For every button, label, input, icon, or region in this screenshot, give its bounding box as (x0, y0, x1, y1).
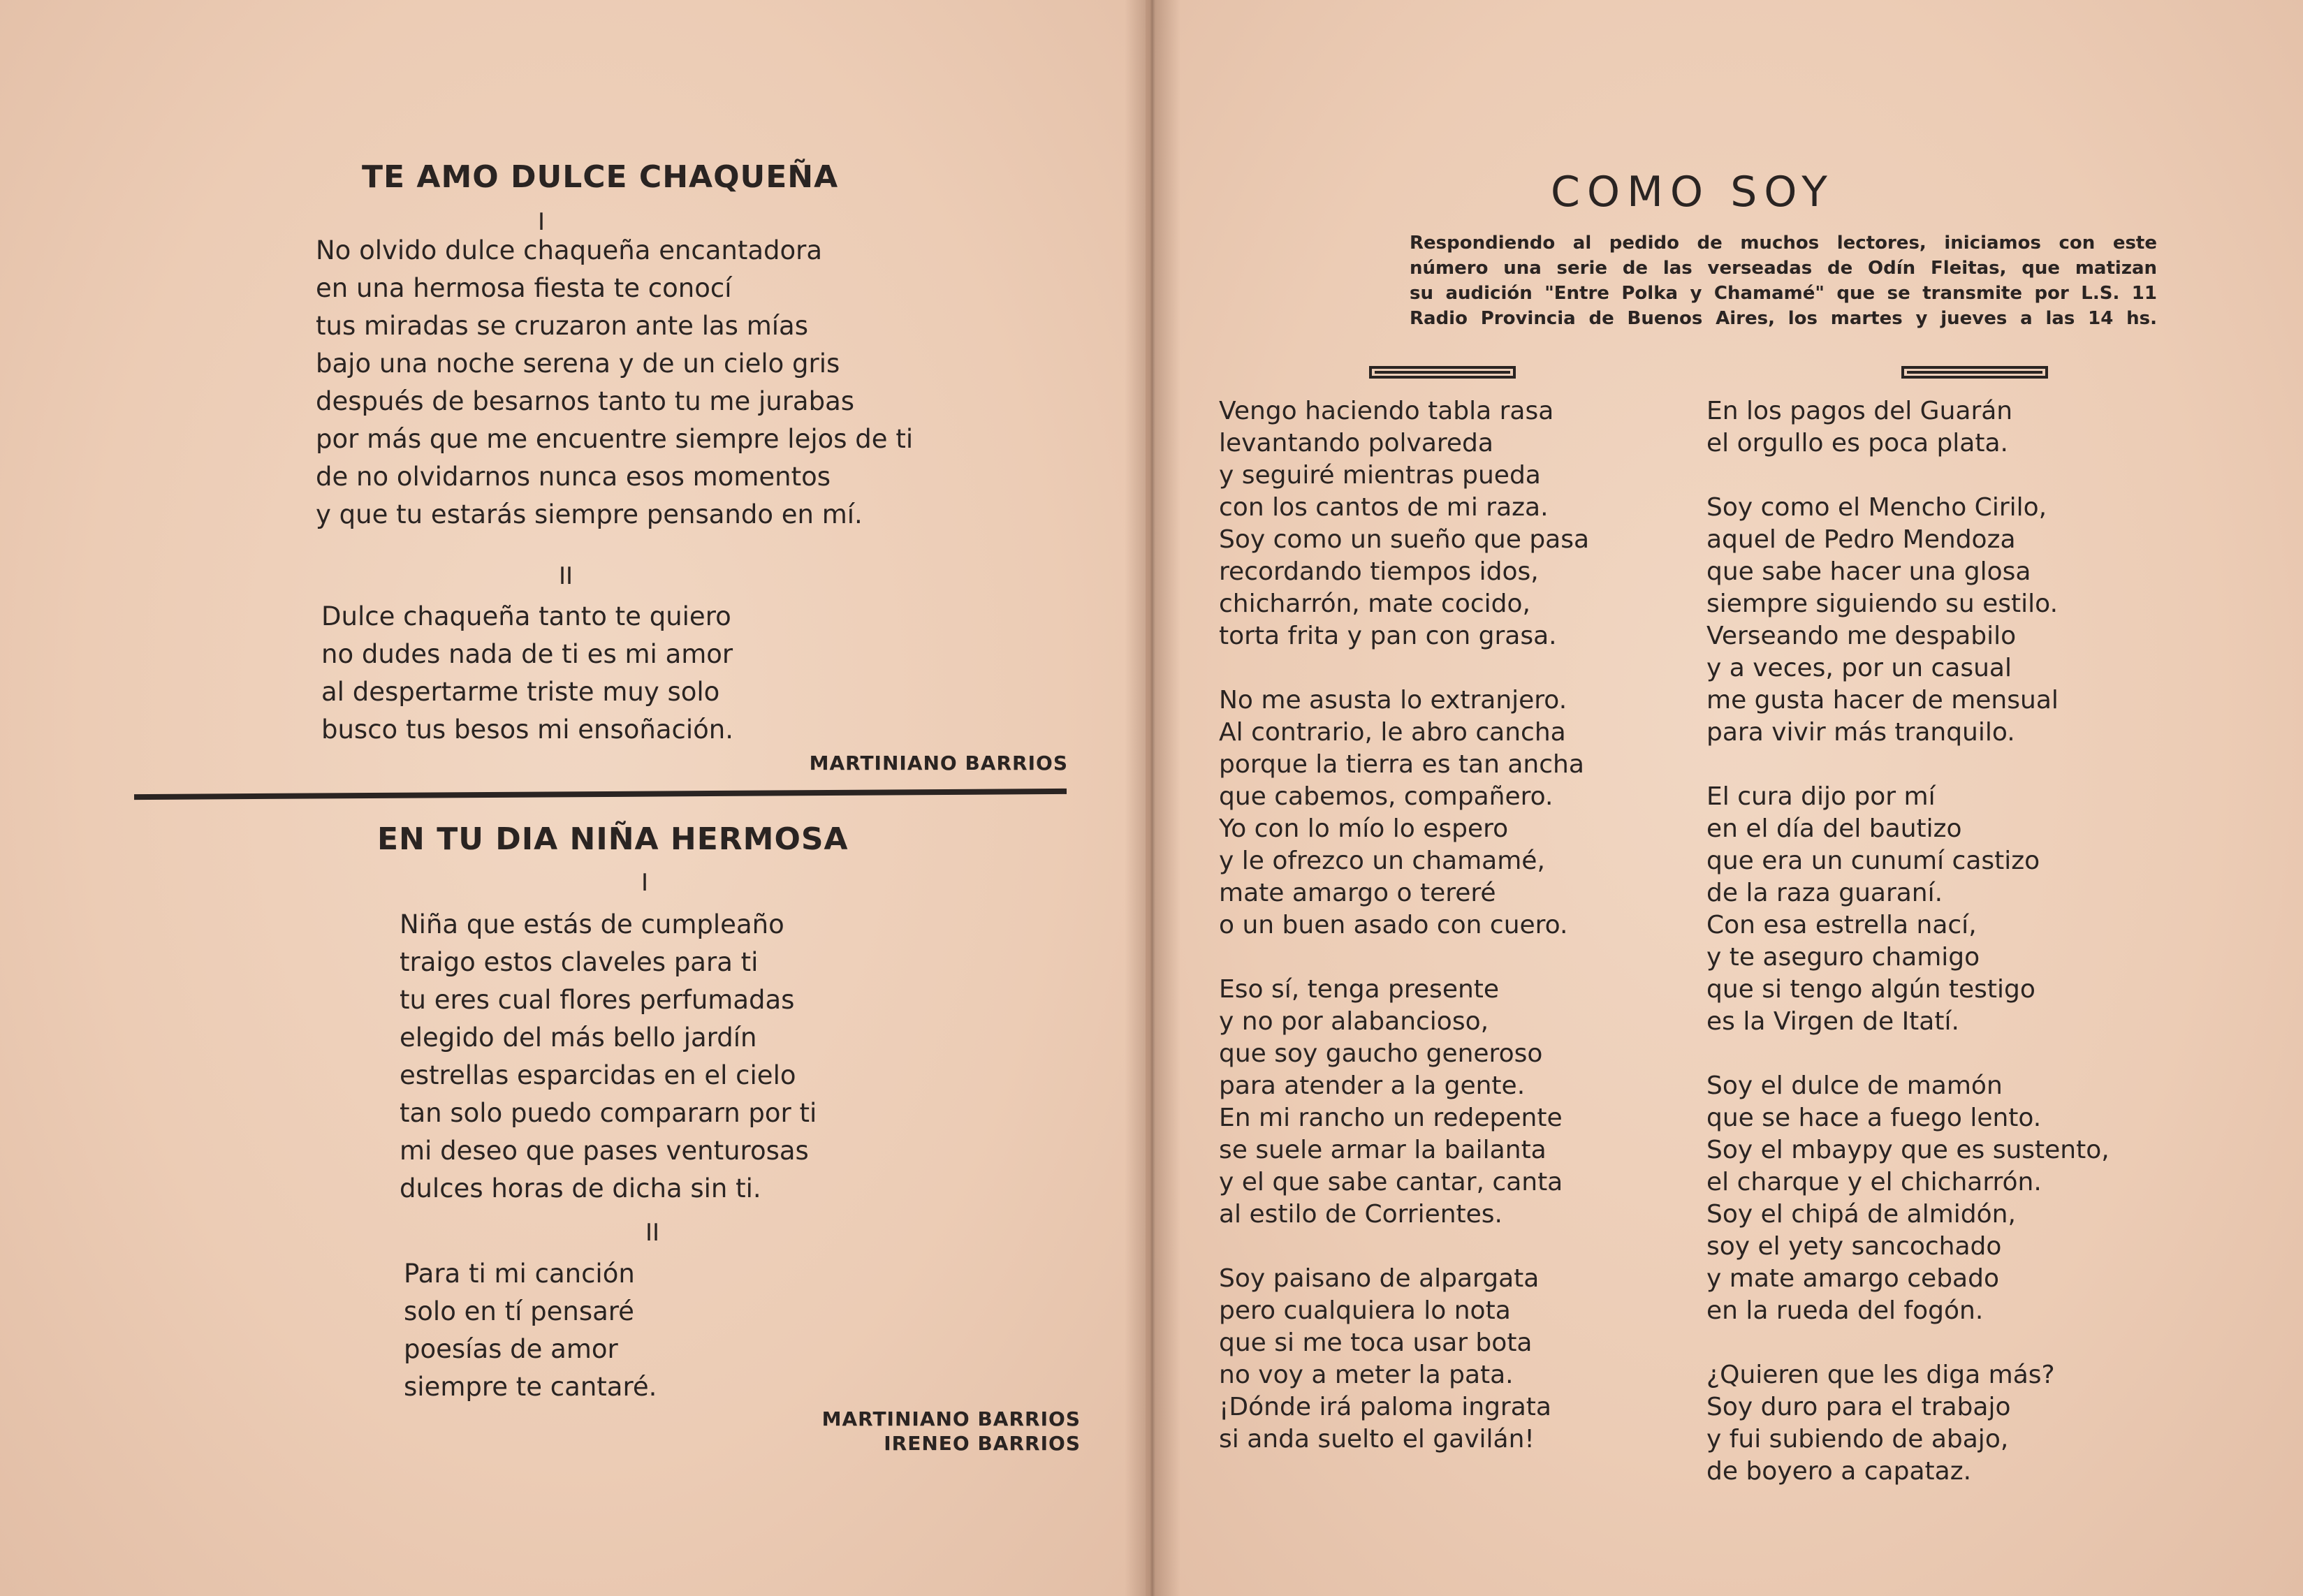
verse-line: No olvido dulce chaqueña encantadora (316, 235, 823, 265)
verse-line: por más que me encuentre siempre lejos de ti (316, 424, 914, 454)
verse-line: que se hace a fuego lento. (1706, 1104, 2042, 1132)
verse-line: torta frita y pan con grasa. (1219, 622, 1557, 650)
verse-line: de la raza guaraní. (1706, 879, 1943, 907)
verse-line: En mi rancho un redepente (1219, 1104, 1563, 1132)
verse-line: y no por alabancioso, (1219, 1007, 1489, 1036)
verse-line: mate amargo o tereré (1219, 879, 1496, 907)
como-soy-column-2 (1706, 395, 2110, 1520)
verse-line: para atender a la gente. (1219, 1071, 1526, 1100)
como-soy-column-1 (1219, 395, 1589, 1488)
verse-line: solo en tí pensaré (404, 1296, 634, 1326)
verse-line: de boyero a capataz. (1706, 1457, 1972, 1486)
poem1-part2-numeral: II (559, 562, 573, 590)
verse-line: Eso sí, tenga presente (1219, 975, 1500, 1004)
poem1-part1-verse (316, 232, 913, 534)
book-gutter (1125, 0, 1180, 1596)
poem2-author-2: IRENEO BARRIOS (884, 1432, 1081, 1455)
verse-line: Para ti mi canción (404, 1259, 635, 1289)
stanza (1219, 395, 1589, 652)
verse-line: Soy como un sueño que pasa (1219, 525, 1590, 554)
intro-line: número una serie de las verseadas de Odín Fleitas, que matizan (1410, 258, 2157, 279)
verse-line: Soy el mbaypy que es sustento, (1706, 1136, 2110, 1164)
stanza (1706, 781, 2110, 1038)
verse-line: El cura dijo por mí (1706, 782, 1936, 811)
verse-line: chicharrón, mate cocido, (1219, 590, 1530, 618)
verse-line: me gusta hacer de mensual (1706, 686, 2059, 715)
verse-line: siempre te cantaré. (404, 1372, 657, 1402)
intro-line: Respondiendo al pedido de muchos lectores, iniciamos con este (1410, 233, 2157, 254)
verse-line: para vivir más tranquilo. (1706, 718, 2015, 747)
verse-line: y a veces, por un casual (1706, 654, 2012, 682)
stanza (1219, 974, 1589, 1231)
verse-line: y le ofrezco un chamamé, (1219, 847, 1545, 875)
column2-ornament (1901, 366, 2048, 379)
verse-line: no voy a meter la pata. (1219, 1361, 1514, 1389)
verse-line: en el día del bautizo (1706, 814, 1962, 843)
stanza (1219, 684, 1589, 942)
verse-line: Niña que estás de cumpleaño (400, 909, 784, 939)
column1-ornament (1369, 366, 1516, 379)
verse-line: aquel de Pedro Mendoza (1706, 525, 2016, 554)
poem2-author-1: MARTINIANO BARRIOS (821, 1407, 1081, 1430)
verse-line: recordando tiempos idos, (1219, 557, 1539, 586)
verse-line: el orgullo es poca plata. (1706, 429, 2008, 457)
verse-line: es la Virgen de Itatí. (1706, 1007, 1959, 1036)
verse-line: pero cualquiera lo nota (1219, 1296, 1511, 1325)
verse-line: Soy el chipá de almidón, (1706, 1200, 2016, 1229)
verse-line: al estilo de Corrientes. (1219, 1200, 1503, 1229)
verse-line: y mate amargo cebado (1706, 1264, 1999, 1293)
verse-line: de no olvidarnos nunca esos momentos (316, 462, 831, 492)
verse-line: que sabe hacer una glosa (1706, 557, 2031, 586)
verse-line: se suele armar la bailanta (1219, 1136, 1547, 1164)
verse-line: y que tu estarás siempre pensando en mí. (316, 499, 863, 529)
intro-note (1410, 230, 2157, 331)
verse-line: Soy como el Mencho Cirilo, (1706, 493, 2047, 522)
verse-line: en la rueda del fogón. (1706, 1296, 1984, 1325)
verse-line: soy el yety sancochado (1706, 1232, 2002, 1261)
verse-line: busco tus besos mi ensoñación. (321, 715, 733, 745)
verse-line: que era un cunumí castizo (1706, 847, 2040, 875)
verse-line: si anda suelto el gavilán! (1219, 1425, 1535, 1454)
verse-line: Vengo haciendo tabla rasa (1219, 397, 1554, 425)
verse-line: tu eres cual flores perfumadas (400, 985, 795, 1015)
verse-line: y te aseguro chamigo (1706, 943, 1980, 972)
verse-line: o un buen asado con cuero. (1219, 911, 1568, 939)
verse-line: No me asusta lo extranjero. (1219, 686, 1567, 715)
stanza (1706, 1359, 2110, 1488)
verse-line: Con esa estrella nací, (1706, 911, 1977, 939)
verse-line: porque la tierra es tan ancha (1219, 750, 1584, 779)
verse-line: que si tengo algún testigo (1706, 975, 2035, 1004)
verse-line: tus miradas se cruzaron ante las mías (316, 311, 808, 341)
verse-line: Yo con lo mío lo espero (1219, 814, 1509, 843)
poem1-title: TE AMO DULCE CHAQUEÑA (362, 159, 839, 195)
stanza (1706, 1070, 2110, 1327)
verse-line: bajo una noche serena y de un cielo gris (316, 349, 840, 379)
verse-line: siempre siguiendo su estilo. (1706, 590, 2059, 618)
verse-line: y fui subiendo de abajo, (1706, 1425, 2009, 1454)
verse-line: Soy duro para el trabajo (1706, 1393, 2011, 1421)
verse-line: ¿Quieren que les diga más? (1706, 1361, 2055, 1389)
verse-line: al despertarme triste muy solo (321, 677, 720, 707)
verse-line: Dulce chaqueña tanto te quiero (321, 601, 731, 631)
stanza (1219, 1263, 1589, 1456)
verse-line: y seguiré mientras pueda (1219, 461, 1541, 490)
verse-line: con los cantos de mi raza. (1219, 493, 1549, 522)
poem2-part2-verse (404, 1255, 657, 1406)
verse-line: En los pagos del Guarán (1706, 397, 2013, 425)
verse-line: Verseando me despabilo (1706, 622, 2017, 650)
verse-line: y el que sabe cantar, canta (1219, 1168, 1563, 1196)
verse-line: Al contrario, le abro cancha (1219, 718, 1566, 747)
verse-line: Soy el dulce de mamón (1706, 1071, 2003, 1100)
poem2-title: EN TU DIA NIÑA HERMOSA (377, 821, 849, 857)
verse-line: no dudes nada de ti es mi amor (321, 639, 733, 669)
verse-line: el charque y el chicharrón. (1706, 1168, 2042, 1196)
intro-line: su audición "Entre Polka y Chamamé" que se transmite por L.S. 11 (1410, 283, 2157, 304)
verse-line: levantando polvareda (1219, 429, 1493, 457)
verse-line: ¡Dónde irá paloma ingrata (1219, 1393, 1551, 1421)
intro-line: Radio Provincia de Buenos Aires, los martes y jueves a las 14 hs. (1410, 308, 2157, 329)
verse-line: mi deseo que pases venturosas (400, 1136, 809, 1166)
poem2-part1-verse (400, 906, 817, 1208)
poem2-part2-numeral: II (645, 1219, 660, 1247)
verse-line: poesías de amor (404, 1334, 618, 1364)
poem1-author: MARTINIANO BARRIOS (809, 752, 1068, 775)
verse-line: Soy paisano de alpargata (1219, 1264, 1540, 1293)
verse-line: después de besarnos tanto tu me jurabas (316, 386, 855, 416)
stanza (1706, 492, 2110, 749)
poem1-part2-verse (321, 598, 733, 749)
como-soy-title: COMO SOY (1551, 168, 1834, 217)
verse-line: que soy gaucho generoso (1219, 1039, 1543, 1068)
poem2-part1-numeral: I (641, 869, 649, 897)
verse-line: tan solo puedo compararn por ti (400, 1098, 817, 1128)
stanza (1706, 395, 2110, 460)
verse-line: en una hermosa fiesta te conocí (316, 273, 732, 303)
poem1-part1-numeral: I (538, 208, 546, 236)
verse-line: estrellas esparcidas en el cielo (400, 1060, 796, 1090)
verse-line: que cabemos, compañero. (1219, 782, 1553, 811)
verse-line: que si me toca usar bota (1219, 1328, 1533, 1357)
verse-line: elegido del más bello jardín (400, 1023, 757, 1053)
verse-line: traigo estos claveles para ti (400, 947, 759, 977)
verse-line: dulces horas de dicha sin ti. (400, 1173, 761, 1203)
